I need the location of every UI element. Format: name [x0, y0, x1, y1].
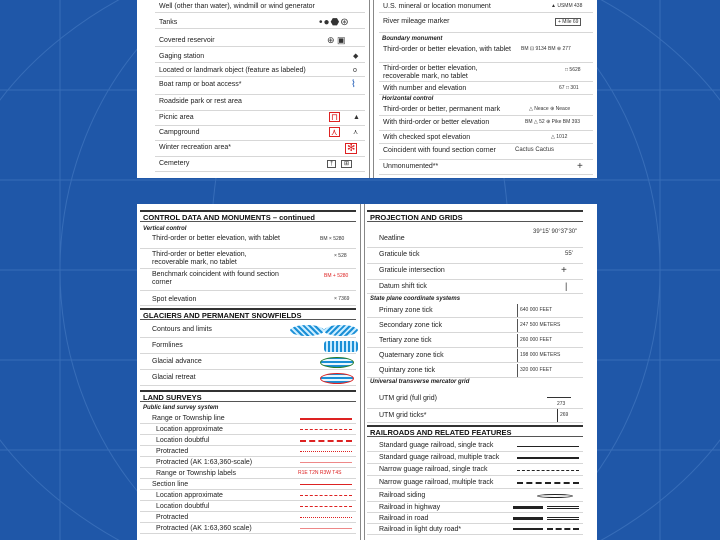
row-label: Protracted (AK 1:63,360 scale) — [156, 525, 252, 532]
spot-elevation-symbol: × 7369 — [334, 296, 350, 302]
column-divider — [373, 0, 374, 178]
utm-heading: Universal transverse mercator grid — [370, 379, 470, 385]
legend-row — [367, 304, 583, 318]
row-label: Range or Township line — [152, 415, 225, 422]
glacial-advance-symbol — [320, 357, 354, 368]
legend-row — [367, 476, 583, 489]
row-label: Contours and limits — [152, 326, 212, 333]
legend-row — [140, 468, 356, 479]
legend-row — [367, 387, 583, 409]
range-labels-symbol: R1E T2N R3W T4S — [298, 470, 342, 476]
quaternary-zone-symbol: 198 000 METERS — [517, 349, 560, 362]
row-label: Section line — [152, 481, 189, 488]
tanks-symbol: •●⬣⊛ — [319, 17, 350, 28]
legend-row — [367, 264, 583, 280]
legend-row — [379, 0, 593, 13]
range-doubtful-symbol — [300, 440, 352, 442]
glacier-limits-symbol — [324, 325, 358, 336]
row-label: Secondary zone tick — [379, 322, 443, 329]
legend-row — [140, 355, 356, 370]
utm-grid-line — [547, 397, 571, 398]
column-divider — [360, 204, 361, 540]
legend-row — [155, 141, 365, 157]
legend-row — [155, 111, 365, 126]
legend-row — [140, 512, 356, 523]
row-label: Benchmark coincident with found section corner — [152, 271, 279, 286]
legend-row — [140, 413, 356, 424]
legend-row — [367, 349, 583, 363]
row-label: Third-order or better elevation, with tablet — [383, 46, 512, 53]
legend-row — [367, 248, 583, 264]
range-line-symbol — [300, 418, 352, 420]
row-label: Location approximate — [156, 426, 223, 433]
row-label: U.S. mineral or location monument — [383, 3, 491, 10]
row-label: Railroad in light duty road* — [379, 526, 462, 533]
row-label: Location approximate — [156, 492, 223, 499]
row-label: Graticule tick — [379, 251, 420, 258]
row-label: Tertiary zone tick — [379, 337, 432, 344]
horizontal-spot-symbol: △ 1012 — [551, 134, 568, 140]
row-label: Datum shift tick — [379, 283, 427, 290]
row-label: Railroad siding — [379, 492, 426, 499]
control-data-heading: CONTROL DATA AND MONUMENTS – continued — [140, 210, 356, 222]
row-label: Primary zone tick — [379, 307, 433, 314]
row-label: Quaternary zone tick — [379, 352, 444, 359]
glacier-contours-symbol — [290, 325, 324, 336]
range-approx-symbol — [300, 429, 352, 430]
row-label: Located or landmark object (feature as labeled) — [159, 67, 306, 74]
rail-highway-symbol — [513, 506, 543, 509]
rail-road-symbol — [513, 517, 543, 520]
legend-row — [140, 424, 356, 435]
campground-icon: ⋏ — [331, 127, 338, 137]
legend-row — [367, 364, 583, 378]
legend-row — [155, 95, 365, 111]
row-label: Covered reservoir — [159, 37, 215, 44]
gaging-symbol: ◆ — [353, 53, 359, 60]
row-label: Spot elevation — [152, 296, 197, 303]
legend-row — [140, 501, 356, 512]
public-land-heading: Public land survey system — [143, 405, 219, 411]
legend-row — [367, 502, 583, 513]
state-plane-heading: State plane coordinate systems — [370, 296, 461, 302]
neatline-symbol: 39°15' 90°37'30" — [533, 229, 578, 235]
legend-row — [367, 489, 583, 502]
row-label: Quintary zone tick — [379, 367, 436, 374]
narrow-single-symbol — [517, 470, 579, 471]
section-line-symbol — [300, 484, 352, 485]
legend-row — [140, 339, 356, 354]
column-divider — [369, 0, 370, 178]
row-label: Narrow guage railroad, single track — [379, 466, 488, 473]
row-label: Third-order or better elevation, with tablet — [152, 235, 281, 242]
legend-row — [367, 409, 583, 423]
rail-light-road-alt-symbol — [547, 528, 579, 530]
rail-light-road-symbol — [513, 528, 543, 530]
legend-row — [367, 440, 583, 452]
row-label: Third-order or better elevation, recoverable mark, no tablet — [383, 65, 478, 80]
legend-row — [155, 78, 365, 95]
boundary-heading: Boundary monument — [382, 36, 443, 42]
legend-row — [140, 323, 356, 338]
rail-single-symbol — [517, 446, 579, 447]
legend-row — [367, 513, 583, 524]
row-label: Glacial retreat — [152, 374, 196, 381]
legend-row — [379, 144, 593, 160]
legend-row — [155, 16, 365, 29]
horizontal-heading: Horizontal control — [382, 96, 434, 102]
horizontal-corner-symbol: Cactus Cactus — [515, 147, 555, 153]
row-label: Formlines — [152, 342, 183, 349]
secondary-zone-symbol: 247 500 METERS — [517, 319, 560, 332]
legend-row — [155, 126, 365, 141]
row-label: Protracted (AK 1:63,360-scale) — [156, 459, 253, 466]
row-label: Gaging station — [159, 53, 205, 60]
row-label: Standard guage railroad, multiple track — [379, 454, 500, 461]
graticule-intersection-symbol: + — [561, 265, 567, 276]
row-label: Neatline — [379, 235, 405, 242]
row-label: Protracted — [156, 448, 189, 455]
land-surveys-heading: LAND SURVEYS — [140, 390, 356, 402]
cemetery-icon: † — [327, 160, 336, 168]
row-label: Standard guage railroad, single track — [379, 442, 494, 449]
row-label: UTM grid ticks* — [379, 412, 427, 419]
legend-row — [367, 280, 583, 294]
row-label: Campground — [159, 129, 200, 136]
row-label: Well (other than water), windmill or wind generator — [159, 3, 315, 10]
legend-row — [367, 524, 583, 535]
row-label: Railroad in highway — [379, 504, 441, 511]
legend-row — [379, 131, 593, 144]
legend-row — [140, 523, 356, 534]
row-label: Picnic area — [159, 114, 194, 121]
legend-row — [379, 103, 593, 116]
legend-row — [367, 452, 583, 464]
glaciers-heading: GLACIERS AND PERMANENT SNOWFIELDS — [140, 308, 356, 320]
legend-row — [155, 64, 365, 77]
row-label: Location doubtful — [156, 503, 210, 510]
legend-row — [379, 82, 593, 95]
utm-ticks-symbol: 269 — [557, 409, 568, 422]
legend-row — [140, 269, 356, 291]
row-label: Cemetery — [159, 160, 190, 167]
boundary-number-symbol: 67 □ 301 — [559, 85, 579, 91]
picnic-small-icon: ▲ — [353, 114, 360, 121]
legend-row — [140, 457, 356, 468]
glacial-retreat-symbol — [320, 373, 354, 384]
row-label: Glacial advance — [152, 358, 202, 365]
picnic-icon: ⊓ — [331, 112, 339, 122]
range-protracted-symbol — [300, 451, 352, 452]
graticule-tick-symbol: 55' — [565, 251, 573, 257]
legend-row — [155, 0, 365, 13]
narrow-multiple-symbol — [517, 482, 579, 484]
row-label: Location doubtful — [156, 437, 210, 444]
rail-highway-alt-symbol — [547, 506, 579, 509]
campground-small-icon: ⋏ — [353, 129, 359, 136]
legend-row — [379, 44, 593, 63]
legend-sheet-bottom — [137, 204, 597, 540]
legend-row — [367, 319, 583, 333]
legend-row — [155, 157, 365, 172]
section-protracted-ak-symbol — [300, 528, 352, 529]
section-doubtful-symbol — [300, 506, 352, 507]
row-label: Coincident with found section corner — [383, 147, 496, 154]
row-label: UTM grid (full grid) — [379, 395, 437, 402]
winter-recreation-icon: ✻ — [347, 143, 356, 154]
legend-row — [140, 249, 356, 269]
row-label: Winter recreation area* — [159, 144, 231, 151]
legend-row — [140, 293, 356, 306]
legend-row — [367, 228, 583, 248]
primary-zone-symbol: 640 000 FEET — [517, 304, 552, 317]
projection-heading: PROJECTION AND GRIDS — [367, 210, 583, 222]
legend-row — [379, 63, 593, 82]
vertical-corner-symbol: BM + 5280 — [324, 273, 349, 279]
rail-siding-symbol — [537, 494, 573, 498]
legend-row — [140, 446, 356, 457]
row-label: With checked spot elevation — [383, 134, 471, 141]
legend-row — [379, 15, 593, 33]
horizontal-elevation-symbol: BM △ 52 ⊕ Pike BM 393 — [525, 119, 580, 125]
cemetery-label-icon: ⊞ — [341, 160, 352, 168]
row-label: Third-order or better, permanent mark — [383, 106, 501, 113]
row-label: With third-order or better elevation — [383, 119, 490, 126]
row-label: Railroad in road — [379, 515, 429, 522]
vertical-tablet-symbol: BM × 5280 — [320, 236, 345, 242]
row-label: River mileage marker — [383, 18, 450, 25]
legend-row — [140, 479, 356, 490]
mineral-monument-symbol: ▲ USMM 438 — [551, 3, 583, 9]
legend-row — [367, 464, 583, 476]
datum-shift-symbol: | — [565, 281, 568, 291]
reservoir-symbol: ⊕ ▣ — [327, 35, 346, 45]
legend-row — [379, 160, 593, 175]
row-label: With number and elevation — [383, 85, 467, 92]
boundary-recoverable-symbol: □ 5628 — [565, 67, 581, 73]
legend-row — [140, 490, 356, 501]
quintary-zone-symbol: 320 000 FEET — [517, 364, 552, 377]
legend-row — [140, 233, 356, 249]
formlines-symbol — [324, 341, 358, 352]
vertical-heading: Vertical control — [143, 226, 187, 232]
unmonumented-symbol: + — [577, 161, 583, 172]
horizontal-permanent-symbol: △ Neace ⊕ Neace — [529, 106, 571, 112]
landmark-symbol: o — [353, 67, 357, 74]
row-label: Graticule intersection — [379, 267, 445, 274]
river-mileage-symbol: + Mile 69 — [555, 18, 581, 26]
row-label: Narrow guage railroad, multiple track — [379, 479, 494, 486]
section-protracted-symbol — [300, 517, 352, 518]
section-approx-symbol — [300, 495, 352, 496]
vertical-recoverable-symbol: × 528 — [334, 253, 347, 259]
row-label: Protracted — [156, 514, 189, 521]
legend-row — [155, 34, 365, 47]
utm-full-grid-symbol: 273 — [557, 401, 566, 407]
railroads-heading: RAILROADS AND RELATED FEATURES — [367, 425, 583, 437]
row-label: Range or Township labels — [156, 470, 237, 477]
boat-ramp-icon: ⌇ — [351, 79, 356, 90]
legend-row — [140, 371, 356, 386]
rail-road-alt-symbol — [547, 517, 579, 520]
row-label: Third-order or better elevation, recoverable mark, no tablet — [152, 251, 247, 266]
row-label: Roadside park or rest area — [159, 98, 242, 105]
row-label: Boat ramp or boat access* — [159, 81, 242, 88]
range-protracted-ak-symbol — [300, 462, 352, 463]
rail-multiple-symbol — [517, 457, 579, 459]
column-divider — [364, 204, 365, 540]
legend-row — [155, 50, 365, 63]
legend-sheet-top — [137, 0, 597, 178]
legend-row — [379, 116, 593, 131]
row-label: Unmonumented** — [383, 163, 439, 170]
boundary-tablet-symbol: BM ⊡ 9134 BM ⊕ 277 — [521, 46, 571, 52]
legend-row — [140, 435, 356, 446]
legend-row — [367, 334, 583, 348]
tertiary-zone-symbol: 260 000 FEET — [517, 334, 552, 347]
row-label: Tanks — [159, 19, 178, 26]
